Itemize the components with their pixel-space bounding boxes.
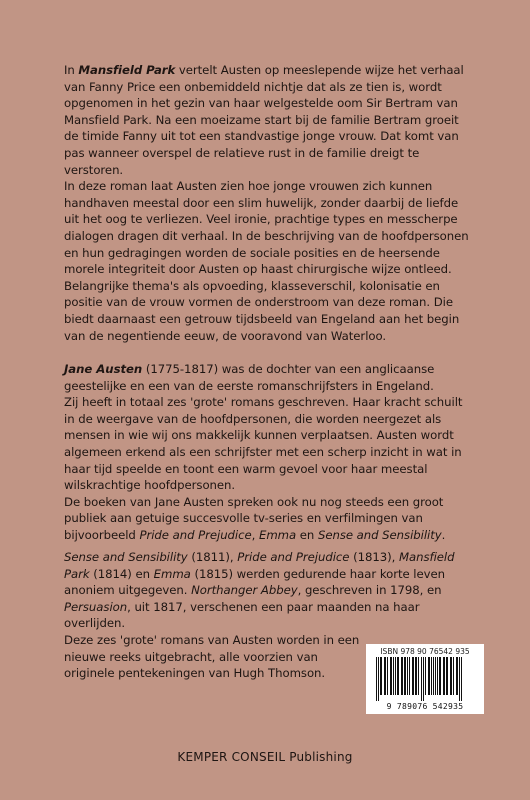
books-text: (1814) en <box>89 566 154 581</box>
bio-paragraph <box>64 361 474 394</box>
book-title-inline: Northanger Abbey <box>191 583 298 598</box>
barcode-bar <box>380 657 382 695</box>
barcode-bar <box>461 657 462 701</box>
barcode-bar <box>387 657 388 695</box>
isbn-label: ISBN 978 90 76542 935 <box>380 647 470 656</box>
bio-paragraph <box>64 494 474 544</box>
isbn-barcode <box>366 644 484 714</box>
book-title-inline: Pride and Prejudice <box>139 527 252 542</box>
bio-text: , <box>251 527 259 542</box>
barcode-bar <box>393 657 394 695</box>
barcode-bar <box>423 657 424 701</box>
barcode-bar <box>401 657 403 695</box>
publisher-name: KEMPER CONSEIL Publishing <box>177 750 353 764</box>
bio-text: (1775-1817) was de dochter van een anglicaanse geestelijke en een van de eerste romanschrijfsters in Engeland. <box>64 362 435 393</box>
barcode-bar <box>459 657 460 701</box>
barcode-bar <box>437 657 438 695</box>
barcode-bar <box>425 657 426 695</box>
bio-text: De boeken van Jane Austen spreken ook nu nog steeds een groot publiek aan getuige succesvolle tv-series en verfilmingen van bijvoorbeeld <box>64 494 444 542</box>
bio-paragraph: Zij heeft in totaal zes 'grote' romans geschreven. Haar kracht schuilt in de weergave van de hoofdpersonen, die worden neergezet als mensen in wie wij ons makkelijk kunnen verplaatsen. Austen wordt algemeen erkend als een schrijfster met een scherp inzicht in wat in haar tijd speelde en toont een warm gevoel voor haar meestal wilskrachtige hoofdpersonen. <box>64 395 463 493</box>
books-text: , geschreven in 1798, en <box>297 583 442 598</box>
bio-text: . <box>441 527 446 542</box>
barcode-bar <box>428 657 430 695</box>
barcode-bar <box>435 657 436 695</box>
barcode-bar <box>418 657 419 695</box>
barcode-bars <box>374 657 476 701</box>
barcode-bar <box>409 657 410 695</box>
books-paragraph: Deze zes 'grote' romans van Austen worden in een nieuwe reeks uitgebracht, alle voorzien van originele pentekeningen van Hugh Thomson. <box>64 632 360 681</box>
book-title-inline: Sense and Sensibility <box>64 550 188 564</box>
books-text: (1815) werden gedurende haar korte leven anoniem uitgegeven. <box>64 566 446 598</box>
bio-text: en <box>296 527 318 542</box>
book-title-inline: Mansfield Park <box>78 63 176 77</box>
author-name: Jane Austen <box>64 362 143 376</box>
book-title-inline: Sense and Sensibility <box>317 527 442 542</box>
barcode-bar <box>450 657 452 695</box>
book-title-inline: Emma <box>153 566 191 581</box>
barcode-bar <box>456 657 458 695</box>
barcode-bar <box>439 657 441 695</box>
book-title-inline: Pride and Prejudice <box>237 550 350 564</box>
barcode-bar <box>431 657 432 695</box>
barcode-bar <box>397 657 399 695</box>
barcode-bar <box>443 657 445 695</box>
book-title-inline: Persuasion <box>64 599 128 614</box>
barcode-bar <box>376 657 377 701</box>
blurb-paragraph <box>64 62 474 178</box>
blurb-text: vertelt Austen op meeslepende wijze het verhaal van Fanny Price een onbemiddeld nichtje dat als ze tien is, wordt opgenomen in het gezin van haar welgestelde oom Sir Bertram van Mansfield Park. Na een moeizame start bij de familie Bertram groeit de timide Fanny uit tot een standvastige jonge vrouw. Dat komt van pas wanneer overspel de relatieve rust in de familie dreigt te verstoren. <box>64 63 464 177</box>
barcode-bar <box>453 657 454 695</box>
books-text: , uit 1817, verschenen een paar maanden na haar overlijden. <box>64 599 420 631</box>
book-blurb <box>64 62 474 344</box>
barcode-bar <box>390 657 392 695</box>
barcode-bar <box>415 657 417 695</box>
barcode-bar <box>421 657 422 701</box>
barcode-bar <box>378 657 379 701</box>
barcode-bar <box>446 657 448 695</box>
book-title-inline: Emma <box>258 527 297 542</box>
books-paragraph <box>64 549 474 632</box>
barcode-bar <box>404 657 406 695</box>
blurb-paragraph: In deze roman laat Austen zien hoe jonge vrouwen zich kunnen handhaven meestal door een slim huwelijk, zonder daarbij de liefde uit het oog te verliezen. Veel ironie, prachtige types en messcherpe dialogen dragen dit verhaal. In de beschrijving van de hoofdpersonen en hun gedragingen worden de sociale posities en de heersende morele integriteit door Austen op haast chirurgische wijze ontleed. <box>64 179 469 277</box>
blurb-text: In <box>64 63 79 77</box>
author-bio <box>64 361 474 544</box>
barcode-bar <box>407 657 408 695</box>
barcode-bar <box>395 657 396 695</box>
barcode-bar <box>384 657 386 695</box>
barcode-bar <box>412 657 414 695</box>
blurb-paragraph: Belangrijke thema's als opvoeding, klasseverschil, kolonisatie en positie van de vrouw vormen de onderstroom van deze roman. Die biedt daarnaast een getrouw tijdsbeeld van Engeland aan het begin van de negentiende eeuw, de vooravond van Waterloo. <box>64 278 460 343</box>
books-text: (1813), <box>349 550 399 564</box>
barcode-bar <box>433 657 434 695</box>
books-text: (1811), <box>187 550 238 564</box>
barcode-digits: 9 789076 542935 <box>386 702 464 711</box>
book-title-inline: Mansfield Park <box>64 550 455 581</box>
